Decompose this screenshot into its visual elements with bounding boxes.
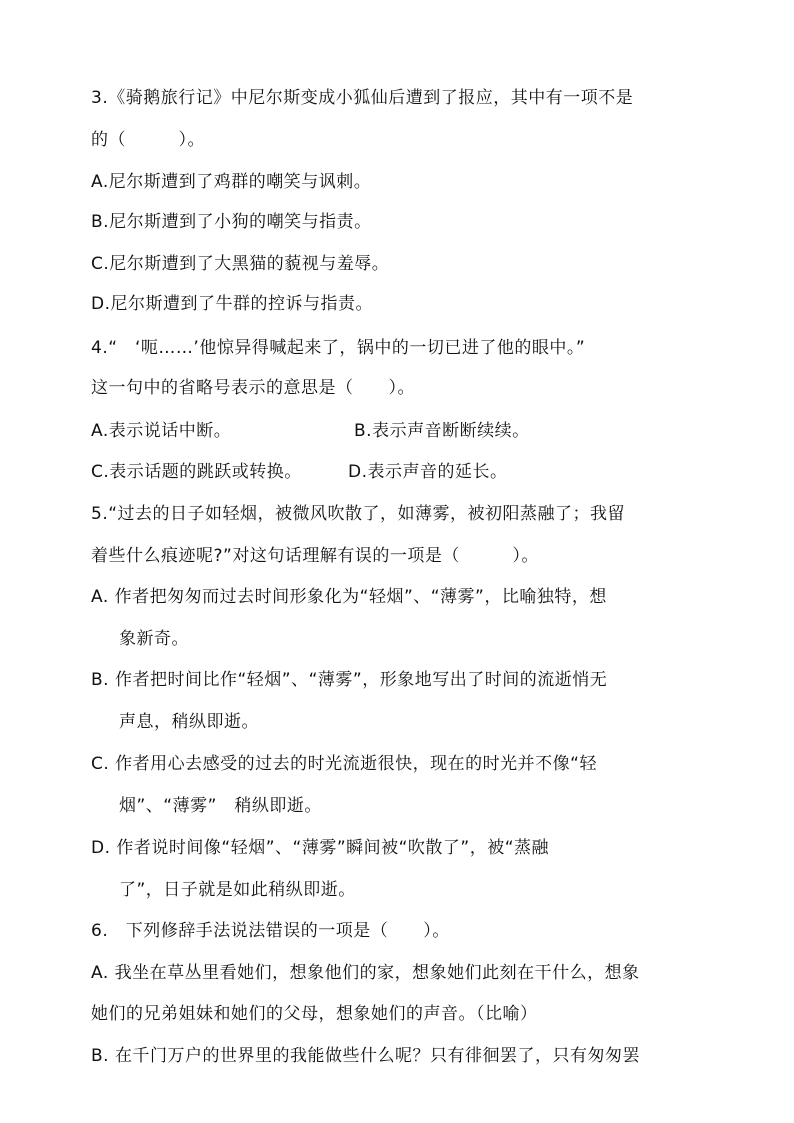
q5-option-d-line-2: 了”，日子就是如此稍纵即逝。 [119, 880, 356, 900]
q5-option-c-line-2: 烟”、“薄雾” 稍纵即逝。 [119, 796, 322, 816]
q5-option-d-line-1: D. 作者说时间像“轻烟”、“薄雾”瞬间被“吹散了”，被“蒸融 [91, 838, 550, 858]
q3-option-c: C.尼尔斯遭到了大黑猫的藐视与羞辱。 [91, 254, 390, 274]
q6-option-b-line-1: B. 在千门万户的世界里的我能做些什么呢？只有徘徊罢了，只有匆匆罢 [91, 1046, 640, 1066]
q4-option-b: B.表示声音断断续续。 [354, 421, 530, 441]
q5-stem-line-2: 着些什么痕迹呢?”对这句话理解有误的一项是（ ）。 [91, 546, 539, 566]
q4-option-c: C.表示话题的跳跃或转换。 [91, 462, 302, 482]
q5-stem-line-1: 5.“过去的日子如轻烟，被微风吹散了，如薄雾，被初阳蒸融了；我留 [91, 504, 626, 524]
q6-option-a-line-1: A. 我坐在草丛里看她们，想象他们的家，想象她们此刻在干什么，想象 [91, 963, 640, 983]
q4-stem-line-2: 这一句中的省略号表示的意思是（ ）。 [91, 378, 415, 398]
q4-option-a: A.表示说话中断。 [91, 421, 232, 441]
q5-option-b-line-2: 声息，稍纵即逝。 [119, 712, 259, 732]
q5-option-a-line-2: 象新奇。 [119, 629, 189, 649]
q3-stem-line-1: 3.《骑鹅旅行记》中尼尔斯变成小狐仙后遭到了报应，其中有一项不是 [91, 88, 634, 108]
q5-option-c-line-1: C. 作者用心去感受的过去的时光流逝很快，现在的时光并不像“轻 [91, 754, 597, 774]
q6-option-a-line-2: 她们的兄弟姐妹和她们的父母，想象她们的声音。（比喻） [91, 1004, 538, 1024]
q3-option-b: B.尼尔斯遭到了小狗的嘲笑与指责。 [91, 212, 372, 232]
q3-option-a: A.尼尔斯遭到了鸡群的嘲笑与讽刺。 [91, 172, 372, 192]
q3-stem-line-2: 的（ ）。 [91, 130, 205, 150]
q5-option-a-line-1: A. 作者把匆匆而过去时间形象化为“轻烟”、“薄雾”，比喻独特，想 [91, 587, 607, 607]
q6-stem: 6. 下列修辞手法说法错误的一项是（ ）。 [91, 921, 450, 941]
q5-option-b-line-1: B. 作者把时间比作“轻烟”、“薄雾”，形象地写出了时间的流逝悄无 [91, 670, 608, 690]
q3-option-d: D.尼尔斯遭到了牛群的控诉与指责。 [91, 294, 373, 314]
q4-option-d: D.表示声音的延长。 [348, 462, 508, 482]
q4-stem-line-1: 4.“ ‘呃……’他惊异得喊起来了，锅中的一切已进了他的眼中。” [91, 338, 586, 358]
